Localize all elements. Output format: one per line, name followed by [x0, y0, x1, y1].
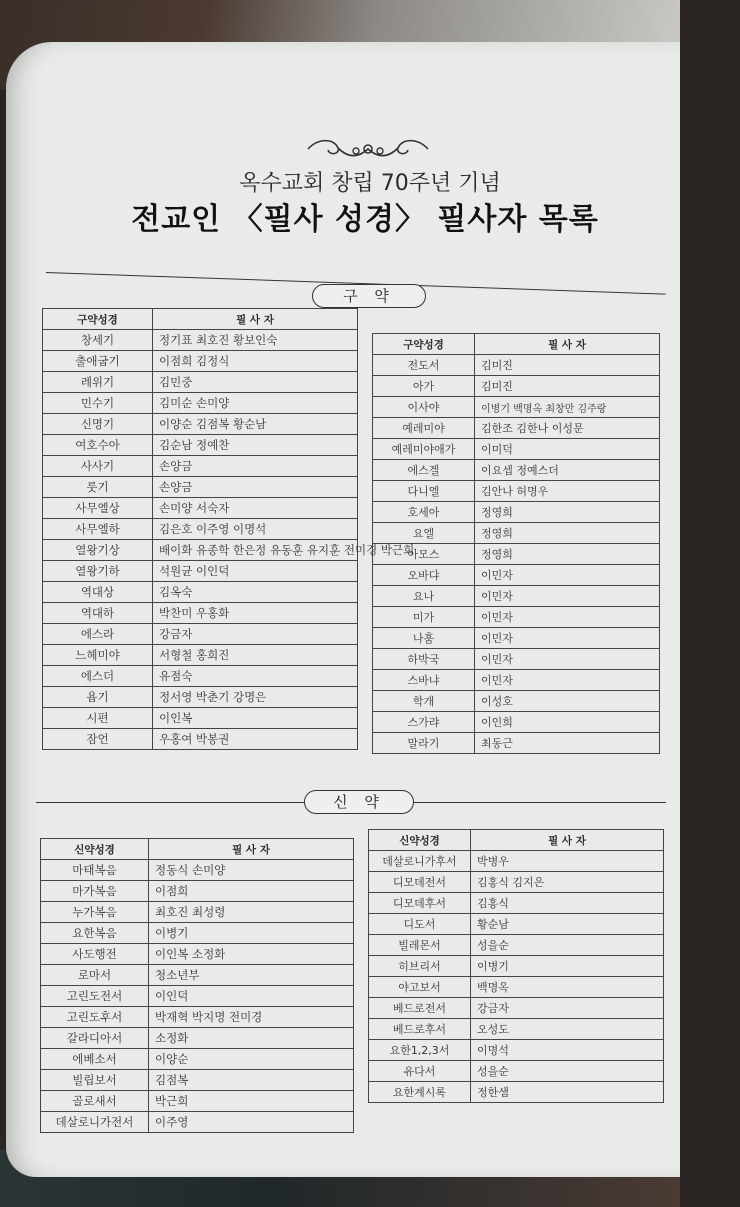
table-row: [43, 498, 358, 519]
table-row: [43, 351, 358, 372]
writers-cell: 손양금: [153, 477, 358, 498]
book-cell: 베드로후서: [369, 1019, 471, 1040]
writers-cell: 이미덕: [475, 439, 660, 460]
book-cell: 오바댜: [373, 565, 475, 586]
writers-cell: 김홍식: [471, 893, 664, 914]
table-row: [369, 935, 664, 956]
table-row: [43, 582, 358, 603]
table-row: [373, 691, 660, 712]
writers-cell: 이민자: [475, 565, 660, 586]
book-cell: 갈라디아서: [41, 1028, 149, 1049]
writers-cell: 이점희 김정식: [153, 351, 358, 372]
book-cell: 나훔: [373, 628, 475, 649]
book-cell: 고린도후서: [41, 1007, 149, 1028]
writers-cell: 정기표 최호진 황보인숙: [153, 330, 358, 351]
writers-cell: 이인복: [153, 708, 358, 729]
book-cell: 요한복음: [41, 923, 149, 944]
writers-cell: 김은호 이주영 이명석: [153, 519, 358, 540]
table-row: [369, 914, 664, 935]
writers-cell: 김홍식 김지은: [471, 872, 664, 893]
book-cell: 민수기: [43, 393, 153, 414]
writers-cell: 정동식 손미양: [149, 860, 354, 881]
writers-cell: 황순남: [471, 914, 664, 935]
table-header-row: [41, 839, 354, 860]
writers-cell: 최동근: [475, 733, 660, 754]
book-cell: 사도행전: [41, 944, 149, 965]
book-cell: 사사기: [43, 456, 153, 477]
book-cell: 에베소서: [41, 1049, 149, 1070]
writers-cell: 김점복: [149, 1070, 354, 1091]
writers-cell: 강금자: [471, 998, 664, 1019]
book-cell: 전도서: [373, 355, 475, 376]
writers-cell: 김안나 허명우: [475, 481, 660, 502]
book-cell: 아가: [373, 376, 475, 397]
book-cell: 미가: [373, 607, 475, 628]
book-cell: 창세기: [43, 330, 153, 351]
table-row: [41, 965, 354, 986]
new-testament-section-label: 신 약: [304, 790, 414, 814]
table-row: [43, 519, 358, 540]
ornament-icon: [304, 136, 432, 162]
table-row: [369, 1040, 664, 1061]
table-row: [369, 1019, 664, 1040]
table-row: [41, 1049, 354, 1070]
table-row: [43, 561, 358, 582]
table-row: [41, 1007, 354, 1028]
table-row: [43, 687, 358, 708]
book-cell: 디모데후서: [369, 893, 471, 914]
writers-cell: 정서영 박춘기 강명은: [153, 687, 358, 708]
table-row: [369, 956, 664, 977]
document-title: 전교인 〈필사 성경〉 필사자 목록: [131, 202, 599, 237]
column-header-writers: 필 사 자: [471, 830, 664, 851]
writers-cell: 유점숙: [153, 666, 358, 687]
book-cell: 유다서: [369, 1061, 471, 1082]
writers-cell: 이민자: [475, 628, 660, 649]
column-header-writers: 필 사 자: [475, 334, 660, 355]
writers-cell: 박찬미 우홍화: [153, 603, 358, 624]
table-row: [373, 565, 660, 586]
table-row: [369, 977, 664, 998]
table-row: [373, 439, 660, 460]
writers-cell: 서형철 홍희진: [153, 645, 358, 666]
table-row: [43, 708, 358, 729]
writers-cell: 정영희: [475, 523, 660, 544]
table-row: [369, 1061, 664, 1082]
writers-cell: 정영희: [475, 502, 660, 523]
table-row: [41, 1112, 354, 1133]
writers-cell: 오성도: [471, 1019, 664, 1040]
book-cell: 욥기: [43, 687, 153, 708]
writers-cell: 최호진 최성령: [149, 902, 354, 923]
writers-cell: 이민자: [475, 670, 660, 691]
table-row: [373, 523, 660, 544]
writers-cell: 이인복 소정화: [149, 944, 354, 965]
table-row: [43, 393, 358, 414]
table-row: [373, 628, 660, 649]
book-cell: 역대상: [43, 582, 153, 603]
book-cell: 출애굽기: [43, 351, 153, 372]
writers-cell: 김미진: [475, 355, 660, 376]
table-row: [373, 502, 660, 523]
writers-cell: 성을순: [471, 1061, 664, 1082]
old-testament-section-label: 구 약: [312, 284, 426, 308]
writers-cell: 우홍여 박봉권: [153, 729, 358, 750]
document-subtitle: 옥수교회 창립 70주년 기념: [239, 171, 501, 196]
writers-cell: 소정화: [149, 1028, 354, 1049]
table-row: [41, 860, 354, 881]
writers-cell: 백명옥: [471, 977, 664, 998]
table-row: [373, 355, 660, 376]
book-cell: 스가랴: [373, 712, 475, 733]
book-cell: 열왕기하: [43, 561, 153, 582]
table-row: [373, 544, 660, 565]
column-header-writers: 필 사 자: [149, 839, 354, 860]
table-row: [373, 733, 660, 754]
book-cell: 마태복음: [41, 860, 149, 881]
table-row: [43, 645, 358, 666]
table-row: [41, 923, 354, 944]
book-cell: 룻기: [43, 477, 153, 498]
book-cell: 예레미야애가: [373, 439, 475, 460]
book-cell: 에스라: [43, 624, 153, 645]
table-row: [43, 624, 358, 645]
book-cell: 에스겔: [373, 460, 475, 481]
table-row: [373, 607, 660, 628]
book-cell: 골로새서: [41, 1091, 149, 1112]
book-cell: 히브리서: [369, 956, 471, 977]
book-cell: 야고보서: [369, 977, 471, 998]
writers-cell: 청소년부: [149, 965, 354, 986]
writers-cell: 성을순: [471, 935, 664, 956]
writers-cell: 이민자: [475, 607, 660, 628]
column-header-writers: 필 사 자: [153, 309, 358, 330]
book-cell: 여호수아: [43, 435, 153, 456]
book-cell: 다니엘: [373, 481, 475, 502]
book-cell: 로마서: [41, 965, 149, 986]
writers-cell: 배이화 유종학 한은정 유동훈 유지훈 전미경 박근희: [153, 540, 358, 561]
book-cell: 느헤미야: [43, 645, 153, 666]
book-cell: 디모데전서: [369, 872, 471, 893]
table-header-row: [369, 830, 664, 851]
table-row: [43, 540, 358, 561]
book-cell: 사무엘하: [43, 519, 153, 540]
table-row: [43, 666, 358, 687]
book-cell: 역대하: [43, 603, 153, 624]
book-cell: 사무엘상: [43, 498, 153, 519]
table-row: [41, 1091, 354, 1112]
writers-cell: 정한샘: [471, 1082, 664, 1103]
writers-cell: 김옥숙: [153, 582, 358, 603]
book-cell: 시편: [43, 708, 153, 729]
book-cell: 하박국: [373, 649, 475, 670]
writers-cell: 김순남 정예찬: [153, 435, 358, 456]
old-testament-table-left: [42, 308, 415, 750]
table-row: [43, 435, 358, 456]
table-row: [43, 330, 358, 351]
table-row: [43, 729, 358, 750]
table-row: [373, 418, 660, 439]
writers-cell: 이명석: [471, 1040, 664, 1061]
table-row: [369, 851, 664, 872]
writers-cell: 이병기 백명옥 최창만 김주랑: [475, 397, 660, 418]
table-row: [41, 986, 354, 1007]
table-header-row: [373, 334, 660, 355]
table-row: [43, 477, 358, 498]
writers-cell: 이양순 김점복 황순남: [153, 414, 358, 435]
book-cell: 이사야: [373, 397, 475, 418]
book-cell: 요한계시록: [369, 1082, 471, 1103]
book-cell: 요나: [373, 586, 475, 607]
book-cell: 잠언: [43, 729, 153, 750]
new-testament-table-right: [368, 829, 664, 1103]
table-row: [369, 1082, 664, 1103]
table-row: [43, 372, 358, 393]
new-testament-table-left: [40, 838, 354, 1133]
table-row: [41, 1070, 354, 1091]
writers-cell: 이성호: [475, 691, 660, 712]
table-row: [41, 944, 354, 965]
writers-cell: 이점희: [149, 881, 354, 902]
book-cell: 고린도전서: [41, 986, 149, 1007]
table-header-row: [43, 309, 358, 330]
column-header-book: 구약성경: [373, 334, 475, 355]
table-row: [43, 456, 358, 477]
book-cell: 베드로전서: [369, 998, 471, 1019]
table-row: [43, 414, 358, 435]
writers-cell: 이병기: [471, 956, 664, 977]
table-row: [41, 902, 354, 923]
writers-cell: 이인희: [475, 712, 660, 733]
writers-cell: 김미순 손미양: [153, 393, 358, 414]
book-cell: 마가복음: [41, 881, 149, 902]
book-cell: 말라기: [373, 733, 475, 754]
table-row: [43, 603, 358, 624]
writers-cell: 이민자: [475, 649, 660, 670]
writers-cell: 정영희: [475, 544, 660, 565]
column-header-book: 구약성경: [43, 309, 153, 330]
table-row: [373, 586, 660, 607]
table-row: [41, 881, 354, 902]
column-header-book: 신약성경: [369, 830, 471, 851]
table-row: [373, 649, 660, 670]
table-row: [373, 712, 660, 733]
book-cell: 디도서: [369, 914, 471, 935]
writers-cell: 김한조 김한나 이성문: [475, 418, 660, 439]
writers-cell: 손미양 서숙자: [153, 498, 358, 519]
table-row: [41, 1028, 354, 1049]
table-row: [369, 893, 664, 914]
table-row: [373, 481, 660, 502]
table-row: [369, 872, 664, 893]
book-cell: 에스더: [43, 666, 153, 687]
writers-cell: 강금자: [153, 624, 358, 645]
writers-cell: 박병우: [471, 851, 664, 872]
book-cell: 레위기: [43, 372, 153, 393]
book-cell: 누가복음: [41, 902, 149, 923]
book-cell: 데살로니가전서: [41, 1112, 149, 1133]
book-cell: 데살로니가후서: [369, 851, 471, 872]
book-cell: 요엘: [373, 523, 475, 544]
book-cell: 빌레몬서: [369, 935, 471, 956]
book-cell: 아모스: [373, 544, 475, 565]
table-row: [373, 397, 660, 418]
writers-cell: 이병기: [149, 923, 354, 944]
book-cell: 신명기: [43, 414, 153, 435]
table-row: [373, 460, 660, 481]
old-testament-table-right: [372, 333, 660, 754]
book-cell: 예레미야: [373, 418, 475, 439]
book-cell: 빌립보서: [41, 1070, 149, 1091]
book-cell: 학개: [373, 691, 475, 712]
writers-cell: 이인덕: [149, 986, 354, 1007]
column-header-book: 신약성경: [41, 839, 149, 860]
writers-cell: 박재혁 박지명 전미경: [149, 1007, 354, 1028]
book-cell: 호세아: [373, 502, 475, 523]
writers-cell: 손양금: [153, 456, 358, 477]
writers-cell: 이요셉 정예스더: [475, 460, 660, 481]
writers-cell: 이양순: [149, 1049, 354, 1070]
writers-cell: 김민중: [153, 372, 358, 393]
writers-cell: 이주영: [149, 1112, 354, 1133]
table-row: [369, 998, 664, 1019]
book-cell: 스바냐: [373, 670, 475, 691]
table-row: [373, 670, 660, 691]
table-row: [373, 376, 660, 397]
writers-cell: 석원균 이인덕: [153, 561, 358, 582]
book-cell: 열왕기상: [43, 540, 153, 561]
writers-cell: 김미진: [475, 376, 660, 397]
writers-cell: 박근희: [149, 1091, 354, 1112]
book-cell: 요한1,2,3서: [369, 1040, 471, 1061]
writers-cell: 이민자: [475, 586, 660, 607]
